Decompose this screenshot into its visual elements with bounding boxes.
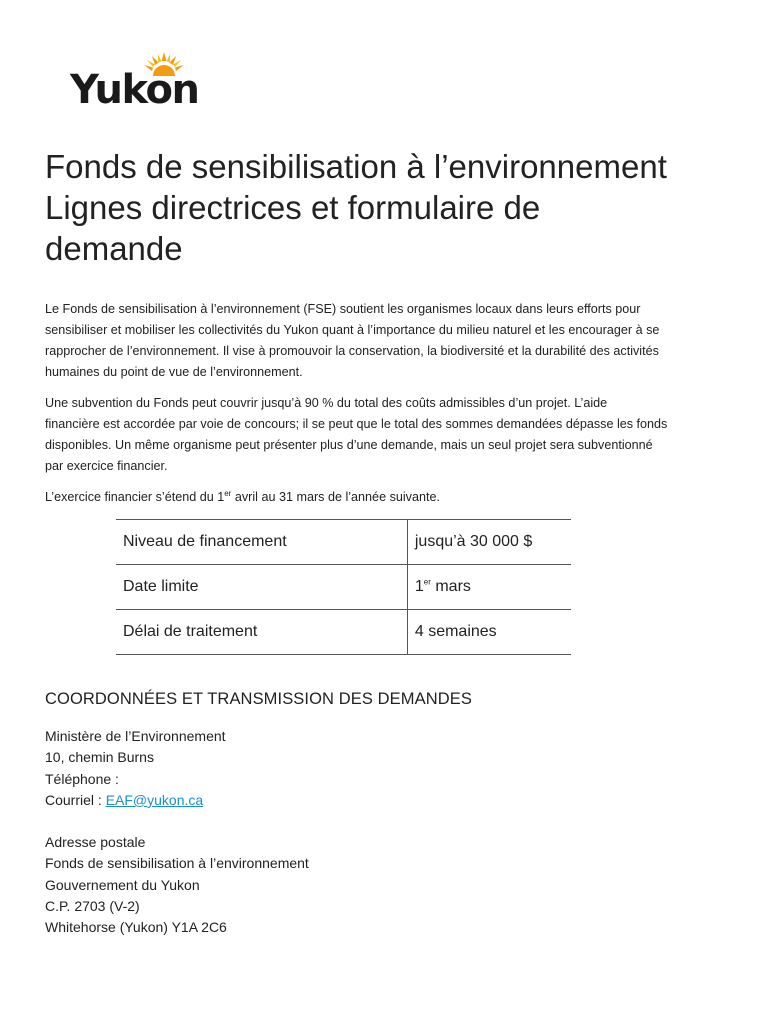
address-line: Adresse postale xyxy=(45,834,146,850)
email-label: Courriel : xyxy=(45,791,106,808)
deadline-day: 1 xyxy=(414,578,424,595)
mailing-address xyxy=(45,832,645,938)
table-cell-label: Délai de traitement xyxy=(116,610,407,655)
paragraph-line: Une subvention du Fonds peut couvrir jusqu’à 90 % du total des coûts admissibles d’un projet. L’aide xyxy=(45,396,608,410)
email-line xyxy=(45,790,645,811)
address-line: C.P. 2703 (V-2) xyxy=(45,897,140,914)
phone-label: Téléphone : xyxy=(45,770,119,787)
table-row xyxy=(116,610,571,655)
paragraph-line: Le Fonds de sensibilisation à l’environnement (FSE) soutient les organismes locaux dans leurs efforts pour xyxy=(45,302,641,316)
paragraph-line: sensibiliser et mobiliser les collectivités du Yukon quant à l’importance du milieu naturel et les encourager à se xyxy=(45,323,660,337)
table-cell-value xyxy=(407,565,571,610)
intro-paragraph xyxy=(45,299,730,383)
table-cell-label: Niveau de financement xyxy=(116,520,407,565)
table-cell-label: Date limite xyxy=(116,565,407,610)
contact-heading: COORDONNÉES ET TRANSMISSION DES DEMANDES xyxy=(45,690,472,708)
table-row xyxy=(116,565,571,610)
yukon-logo xyxy=(70,52,210,113)
table-cell-value: 4 semaines xyxy=(407,610,571,655)
paragraph-line: humaines du point de vue de l’environnement. xyxy=(45,365,303,379)
paragraph-line: financière est accordée par voie de concours; il se peut que le total des sommes demandées dépasse les fonds xyxy=(45,417,668,431)
fiscal-text-end: avril au 31 mars de l’année suivante. xyxy=(231,490,440,504)
paragraph-line: disponibles. Un même organisme peut présenter plus d’une demande, mais un seul projet sera subventionné xyxy=(45,438,653,452)
address-line: Whitehorse (Yukon) Y1A 2C6 xyxy=(45,919,227,936)
title-line: Lignes directrices et formulaire de xyxy=(45,189,541,226)
address-line: Gouvernement du Yukon xyxy=(45,876,200,893)
address-line: 10, chemin Burns xyxy=(45,749,154,766)
ordinal-suffix: er xyxy=(423,577,431,587)
ordinal-suffix: er xyxy=(224,488,232,498)
title-line: demande xyxy=(45,230,183,267)
logo-wordmark: Yukon xyxy=(70,67,199,113)
fiscal-year-paragraph xyxy=(45,487,730,508)
page-title xyxy=(45,146,745,269)
fiscal-text-start: L’exercice financier s’étend du 1 xyxy=(45,490,225,504)
paragraph-line: par exercice financier. xyxy=(45,459,168,473)
email-link[interactable]: EAF@yukon.ca xyxy=(105,791,204,808)
deadline-month: mars xyxy=(430,578,471,595)
paragraph-line: rapprocher de l’environnement. Il vise à promouvoir la conservation, la biodiversité et la durabilité des activités xyxy=(45,344,659,358)
address-line: Fonds de sensibilisation à l’environnement xyxy=(45,855,309,872)
address-line: Ministère de l’Environnement xyxy=(45,728,226,744)
title-line: Fonds de sensibilisation à l’environnement xyxy=(45,148,667,185)
table-row xyxy=(116,520,571,565)
table-cell-value: jusqu’à 30 000 $ xyxy=(407,520,571,565)
office-address xyxy=(45,726,645,811)
funding-info-table xyxy=(116,519,571,655)
funding-paragraph xyxy=(45,393,730,477)
